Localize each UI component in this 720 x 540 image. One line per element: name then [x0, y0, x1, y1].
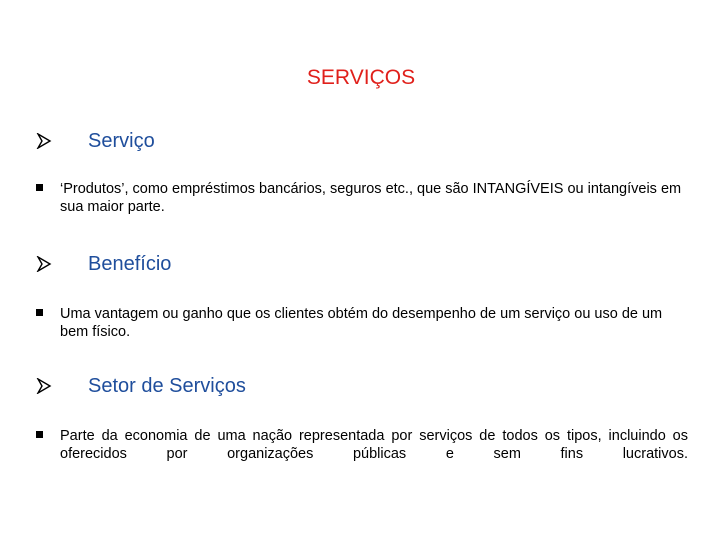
section-description-text: ‘Produtos’, como empréstimos bancários, seguros etc., que são INTANGÍVEIS ou intangíveis em sua maior parte. — [60, 181, 682, 215]
section-heading-label: Setor de Serviços — [88, 375, 246, 397]
section-heading-label: Serviço — [88, 130, 155, 152]
arrow-bullet-icon — [36, 133, 52, 149]
square-bullet-icon — [36, 309, 43, 316]
slide-title: SERVIÇOS — [306, 66, 416, 89]
arrow-bullet-icon — [36, 378, 52, 394]
arrow-bullet-icon — [36, 256, 52, 272]
section-description-setor-de-servicos — [36, 427, 688, 463]
section-heading-label: Benefício — [88, 253, 172, 275]
section-description-text: Uma vantagem ou ganho que os clientes obtém do desempenho de um serviço ou uso de um bem físico. — [60, 306, 663, 340]
section-description-servico — [36, 180, 688, 216]
section-description-beneficio — [36, 305, 688, 341]
square-bullet-icon — [36, 184, 43, 191]
square-bullet-icon — [36, 431, 43, 438]
section-description-text: Parte da economia de uma nação representada por serviços de todos os tipos, incluindo os oferecidos por organizações públicas e sem fins lucrativos. — [60, 428, 688, 462]
